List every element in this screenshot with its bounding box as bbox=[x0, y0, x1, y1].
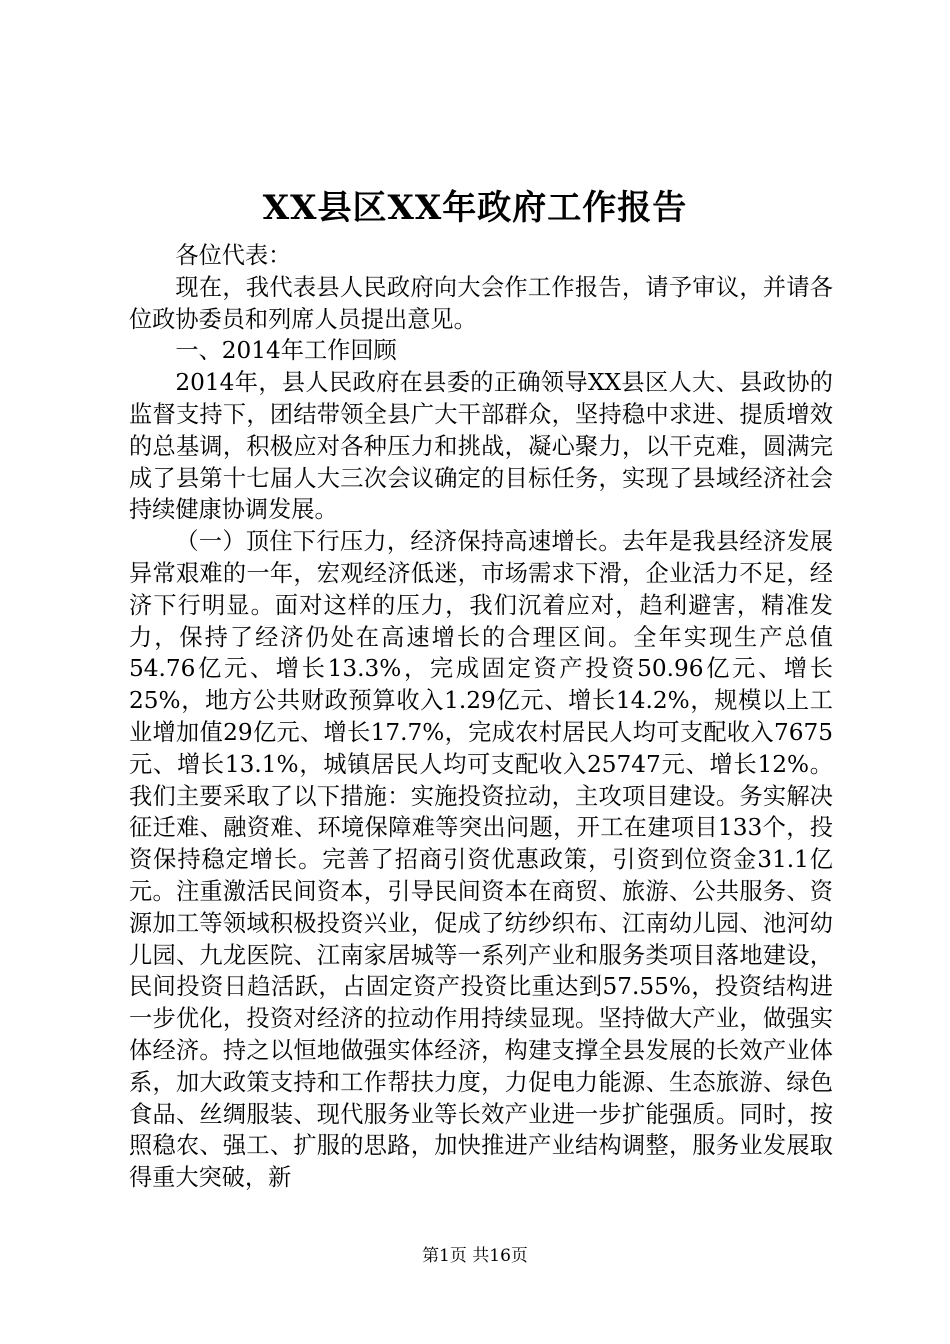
page-number-footer: 第1页 共16页 bbox=[422, 1246, 528, 1266]
document-title: XX县区XX年政府工作报告 bbox=[262, 188, 688, 228]
section-heading: 一、2014年工作回顾 bbox=[175, 337, 397, 365]
intro-paragraph: 现在，我代表县人民政府向大会作工作报告，请予审议，并请各位政协委员和列席人员提出意见。 bbox=[129, 273, 833, 333]
economy-paragraph: （一）顶住下行压力，经济保持高速增长。去年是我县经济发展异常艰难的一年，宏观经济低迷，市场需求下滑，企业活力不足，经济下行明显。面对这样的压力，我们沉着应对，趋利避害，精准发力，保持了经济仍处在高速增长的合理区间。全年实现生产总值54.76亿元、增长13.3%，完成固定资产投资50.96亿元、增长25%，地方公共财政预算收入1.29亿元、增长14.2%，规模以上工业增加值29亿元、增长17.7%，完成农村居民人均可支配收入7675元、增长13.1%，城镇居民人均可支配收入25747元、增长12%。我们主要采取了以下措施：实施投资拉动，主攻项目建设。务实解决征迁难、融资难、环境保障难等突出问题，开工在建项目133个，投资保持稳定增长。完善了招商引资优惠政策，引资到位资金31.1亿元。注重激活民间资本，引导民间资本在商贸、旅游、公共服务、资源加工等领域积极投资兴业，促成了纺纱织布、江南幼儿园、池河幼儿园、九龙医院、江南家居城等一系列产业和服务类项目落地建设，民间投资日趋活跃，占固定资产投资比重达到57.55%，投资结构进一步优化，投资对经济的拉动作用持续显现。坚持做大产业，做强实体经济。持之以恒地做强实体经济，构建支撑全县发展的长效产业体系，加大政策支持和工作帮扶力度，力促电力能源、生态旅游、绿色食品、丝绸服装、现代服务业等长效产业进一步扩能强质。同时，按照稳农、强工、扩服的思路，加快推进产业结构调整，服务业发展取得重大突破，新 bbox=[129, 528, 833, 1192]
salutation-paragraph: 各位代表： bbox=[175, 242, 292, 269]
document-body bbox=[129, 240, 833, 1194]
review-paragraph: 2014年，县人民政府在县委的正确领导XX县区人大、县政协的监督支持下，团结带领全县广大干部群众，坚持稳中求进、提质增效的总基调，积极应对各种压力和挑战，凝心聚力，以干克难，圆满完成了县第十七届人大三次会议确定的目标任务，实现了县域经济社会持续健康协调发展。 bbox=[129, 369, 833, 524]
